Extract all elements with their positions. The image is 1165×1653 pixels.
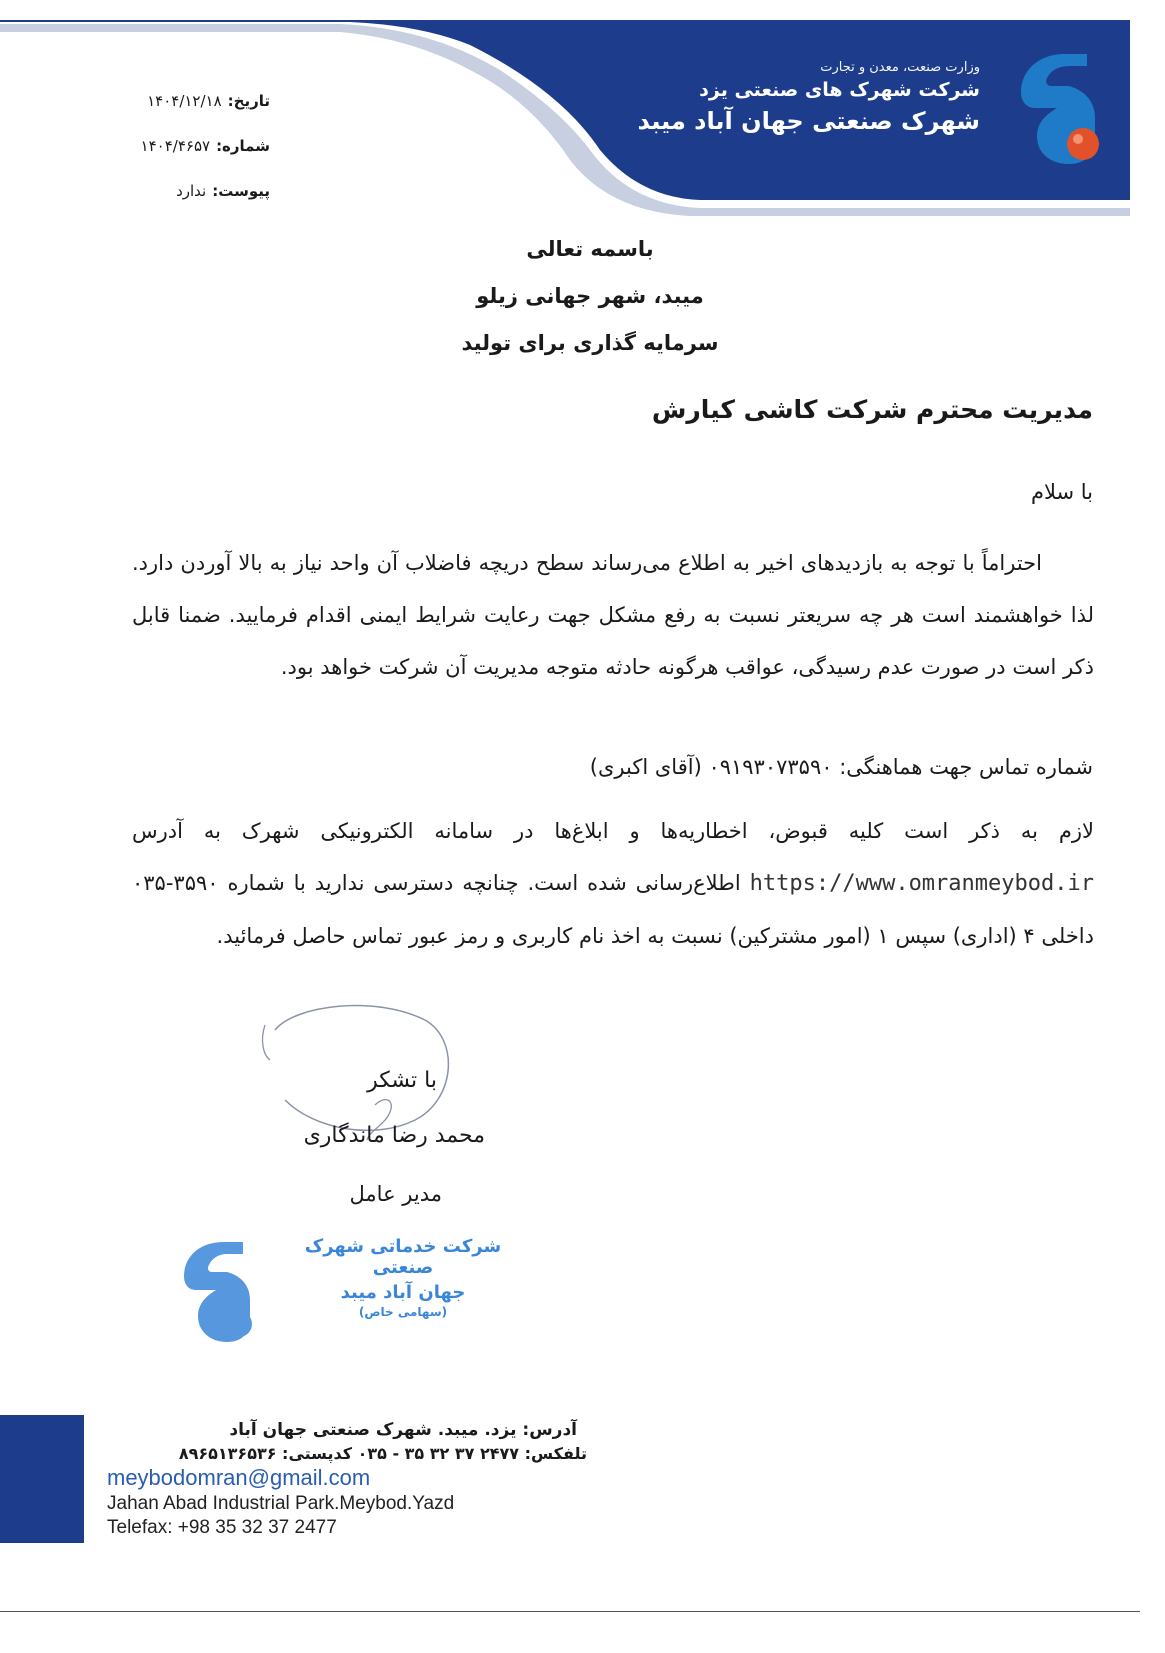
year-slogan: سرمایه گذاری برای تولید [461, 331, 719, 355]
invocation-heading: باسمه تعالی [526, 237, 654, 261]
paragraph-2-end: اطلاع‌رسانی شده است. چنانچه دسترسی ندارید با شماره ۳۵۹۰-۰۳۵ داخلی ۴ (اداری) سپس ۱ (امور مشترکین) نسبت به اخذ نام کاربری و رمز عبور تماس حاصل فرمائید. [132, 871, 1094, 948]
company-name: شهرک صنعتی جهان آباد میبد [637, 107, 980, 135]
city-slogan: میبد، شهر جهانی زیلو [476, 284, 704, 308]
letter-metadata [90, 78, 270, 213]
number-value: ۱۴۰۴/۴۶۵۷ [140, 136, 211, 155]
letterhead-organization [560, 60, 980, 135]
attachment-value: ندارد [176, 181, 207, 200]
footer-telefax: Telefax: +98 35 32 37 2477 [107, 1517, 337, 1538]
footer-phones: تلفکس: ۲۴۷۷ ۳۷ ۳۲ ۳۵ - ۰۳۵ کدپستی: ۸۹۶۵۱۳۶۵۳۶ [178, 1444, 587, 1463]
letter-headings [360, 226, 820, 367]
letter-footer [107, 1420, 607, 1539]
footer-address: آدرس: یزد. میبد. شهرک صنعتی جهان آباد [229, 1420, 577, 1440]
date-value: ۱۴۰۴/۱۲/۱۸ [147, 91, 222, 110]
date-row [90, 78, 270, 123]
company-logo-icon [1007, 48, 1107, 168]
number-row [90, 123, 270, 168]
stamp-line-1: شرکت خدماتی شهرک صنعتی [304, 1236, 502, 1278]
number-label: شماره: [216, 136, 270, 155]
attachment-row [90, 168, 270, 213]
signer-name: محمد رضا ماندگاری [303, 1123, 485, 1148]
ministry-name: وزارت صنعت، معدن و تجارت [820, 60, 980, 75]
closing-phrase: با تشکر [367, 1068, 437, 1093]
body-paragraph-1: احتراماً با توجه به بازدیدهای اخیر به اطلاع می‌رساند سطح دریچه فاضلاب آن واحد نیاز به بالا آوردن دارد. لذا خواهشمند است هر چه سریعتر نسبت به رفع مشکل جهت رعایت شرایط ایمنی اقدام فرمایید. ضمنا قابل ذکر است در صورت عدم رسیدگی، عواقب هرگونه حادثه متوجه مدیریت آن شرکت خواهد بود. [132, 551, 1094, 679]
attachment-label: پیوست: [212, 181, 270, 200]
recipient-line: مدیریت محترم شرکت کاشی کیارش [651, 395, 1093, 424]
stamp-line-3: (سهامی خاص) [358, 1305, 448, 1319]
stamp-line-2: جهان آباد میبد [340, 1282, 466, 1303]
paragraph-2-start: لازم به ذکر است کلیه قبوض، اخطاریه‌ها و ابلاغ‌ها در سامانه الکترونیکی شهرک به آدرس [132, 819, 1094, 843]
footer-email-link[interactable]: meybodomran@gmail.com [107, 1465, 371, 1490]
stamp-text [288, 1236, 518, 1319]
signer-title: مدیر عامل [349, 1182, 442, 1206]
greeting: با سلام [1030, 480, 1093, 504]
date-label: تاریخ: [227, 91, 270, 110]
portal-url-link[interactable]: https://www.omranmeybod.ir [749, 871, 1094, 896]
parent-company-name: شرکت شهرک های صنعتی یزد [699, 79, 980, 101]
handwritten-signature [255, 1000, 465, 1190]
footer-address-english: Jahan Abad Industrial Park.Meybod.Yazd [107, 1493, 455, 1514]
page-bottom-line [0, 1611, 1140, 1612]
body-paragraph-2 [132, 805, 1094, 962]
footer-accent-bar [0, 1415, 84, 1543]
contact-line: شماره تماس جهت هماهنگی: ۰۹۱۹۳۰۷۳۵۹۰ (آقای اکبری) [589, 755, 1093, 779]
